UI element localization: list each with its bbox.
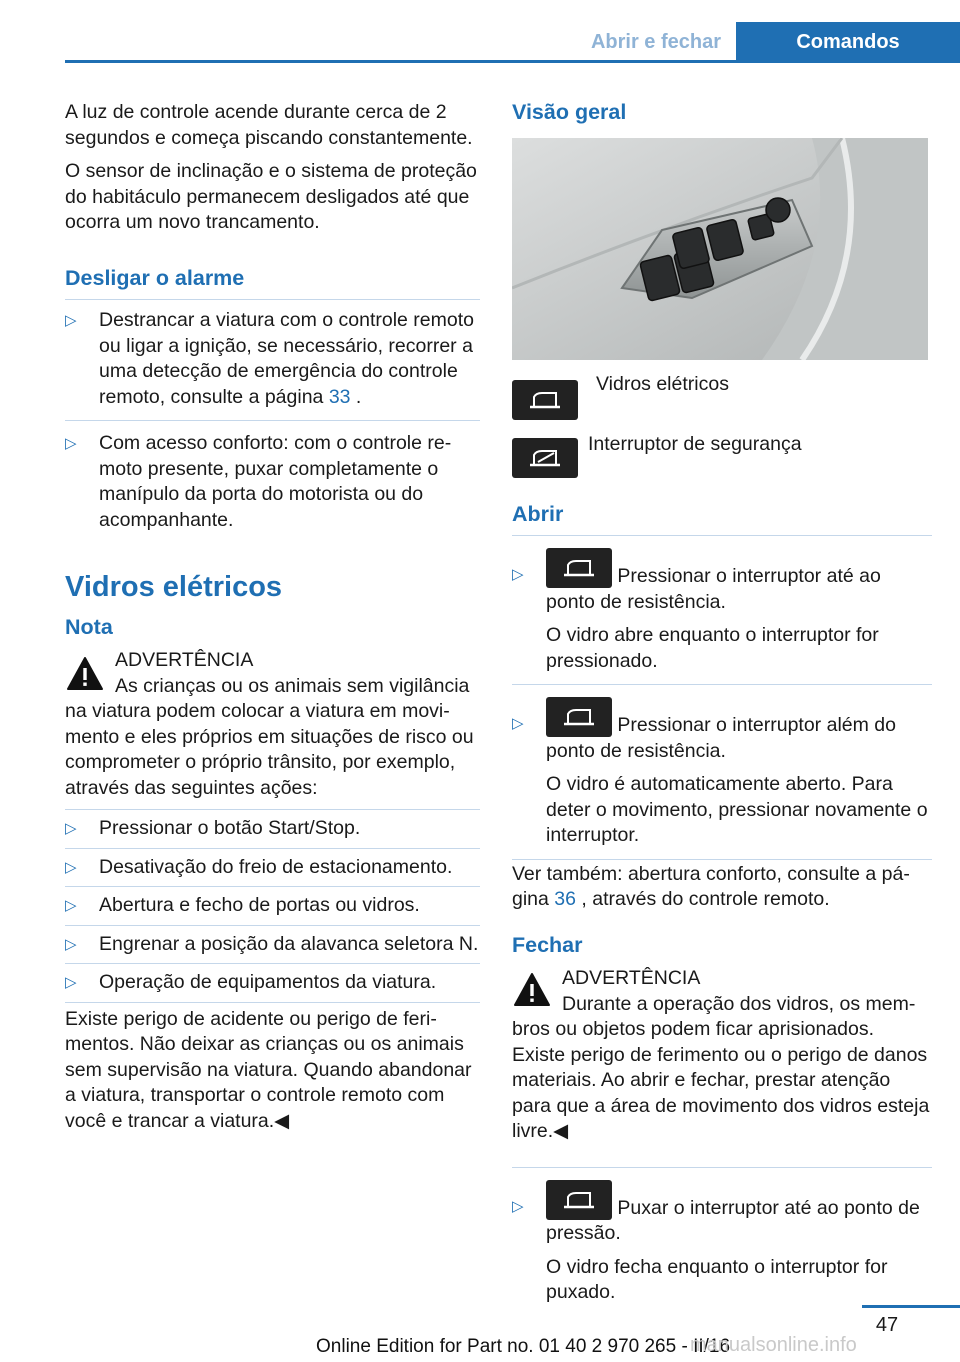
list-item [65, 420, 480, 533]
bullet-triangle-icon: ▷ [65, 858, 77, 876]
list-item [512, 684, 932, 859]
door-panel-switches-image [512, 138, 928, 360]
paragraph-sensor: O sensor de inclinação e o sistema de proteção do habitáculo permanecem desligados até que ocorra um novo trancamento. [65, 160, 477, 233]
bullet-triangle-icon: ▷ [65, 897, 77, 914]
power-window-icon [512, 380, 578, 420]
heading-disable-alarm: Desligar o alarme [65, 265, 245, 290]
close-list [512, 1167, 932, 1306]
warning-triangle-icon [65, 654, 105, 694]
divider [65, 299, 480, 300]
open-list [512, 535, 932, 859]
list-item-sub: O vidro fecha enquanto o interruptor for puxado. [546, 1255, 888, 1303]
list-item-text: Pressionar o botão Start/Stop. [99, 817, 361, 839]
power-window-icon [546, 1180, 612, 1220]
paragraph-see-also [512, 859, 932, 913]
legend-label: Interruptor de segurança [588, 432, 802, 455]
left-column [65, 100, 480, 1142]
list-item-tail: . [350, 385, 362, 408]
list-item [65, 886, 480, 925]
list-item-text: Desativação do freio de estacionamento. [99, 855, 453, 878]
heading-open: Abrir [512, 501, 564, 526]
warning-block [65, 648, 480, 674]
page-link-33[interactable]: 33 [328, 385, 351, 408]
list-item [512, 1167, 932, 1306]
bullet-triangle-icon: ▷ [512, 715, 524, 732]
page-number: 47 [875, 1314, 899, 1336]
list-item [65, 963, 480, 1002]
list-item-text: Pressionar o interruptor até ao ponto de resistência. [546, 565, 881, 613]
list-item [512, 535, 932, 684]
warning-text: Durante a operação dos vidros, os membros ou objetos podem ficar aprisionados. Existe perigo de ferimento ou o perigo de danos materiais. Ao abrir e fechar, prestar atenção para que a área de movimento dos vidros esteja livre.◀ [512, 992, 930, 1142]
bullet-triangle-icon: ▷ [65, 974, 77, 991]
list-item-text: Abertura e fecho de portas ou vidros. [99, 894, 420, 916]
list-item-text: Com acesso conforto: com o controle remoto presente, puxar completamente o manípulo da porta do motorista ou do acompanhante. [99, 432, 452, 531]
tab-abrir-e-fechar[interactable]: Abrir e fechar [590, 30, 722, 53]
list-item [65, 308, 480, 410]
heading-close: Fechar [512, 932, 583, 957]
safety-switch-icon [512, 438, 578, 478]
power-window-icon [546, 697, 612, 737]
list-item-text: Destrancar a viatura com o controle remoto ou ligar a ignição, se necessário, recorrer a uma detecção de emergência do controle remoto, consulte a página [99, 309, 474, 408]
header-rule [65, 60, 960, 63]
power-window-icon [546, 548, 612, 588]
see-also-tail: , através do controle remoto. [576, 888, 830, 910]
page-link-36[interactable]: 36 [554, 888, 576, 910]
paragraph-danger: Existe perigo de acidente ou perigo de ferimentos. Não deixar as crianças ou os animais sem supervisão na viatura. Quando abandonar a viatura, transportar o controle remoto com você e trancar a viatura.◀ [65, 1002, 480, 1135]
watermark: manualsonline.info [690, 1334, 857, 1356]
alarm-list [65, 308, 480, 533]
actions-list [65, 809, 480, 1002]
list-item-text: Engrenar a posição da alavanca seletora N. [99, 932, 479, 955]
list-item-text: Pressionar o interruptor além do ponto de resistência. [546, 714, 896, 762]
list-item [65, 925, 480, 964]
heading-power-windows: Vidros elétricos [65, 571, 283, 603]
tab-comandos[interactable]: Comandos [736, 22, 960, 62]
list-item-text: Operação de equipamentos da viatura. [99, 971, 437, 993]
list-item-sub: O vidro abre enquanto o interruptor for pressionado. [546, 624, 879, 672]
legend-safety-switch [512, 434, 932, 480]
list-item [65, 848, 480, 887]
legend-label: Vidros elétricos [596, 372, 729, 395]
footer-rule [862, 1305, 960, 1308]
see-also-text: Ver também: abertura conforto, consulte a página [512, 862, 910, 910]
list-item-sub: O vidro é automaticamente aberto. Para deter o movimento, pressionar novamente o interruptor. [546, 773, 928, 846]
bullet-triangle-icon: ▷ [65, 935, 77, 953]
bullet-triangle-icon: ▷ [65, 435, 77, 452]
right-column [512, 100, 932, 1306]
warning-title: ADVERTÊNCIA [562, 967, 701, 989]
heading-note: Nota [65, 614, 113, 639]
paragraph-control-light: A luz de controle acende durante cerca de 2 segundos e começa piscando constantemente. [65, 101, 473, 149]
bullet-triangle-icon: ▷ [65, 312, 77, 329]
bullet-triangle-icon: ▷ [512, 1197, 524, 1215]
list-item-text: Puxar o interruptor até ao ponto de pressão. [546, 1196, 920, 1244]
heading-overview: Visão geral [512, 100, 627, 124]
edition-text: Online Edition for Part no. 01 40 2 970 265 - II/16 [316, 1336, 731, 1357]
legend-power-windows [512, 374, 932, 420]
warning-block [512, 966, 932, 992]
bullet-triangle-icon: ▷ [512, 566, 524, 583]
warning-title: ADVERTÊNCIA [115, 649, 254, 671]
bullet-triangle-icon: ▷ [65, 820, 77, 837]
warning-triangle-icon [512, 970, 552, 1010]
warning-text: As crianças ou os animais sem vigilância na viatura podem colocar a viatura em movimento e eles próprios em situações de risco ou comprometer o próprio trânsito, por exemplo, através das seguintes ações: [65, 674, 474, 799]
list-item [65, 809, 480, 848]
